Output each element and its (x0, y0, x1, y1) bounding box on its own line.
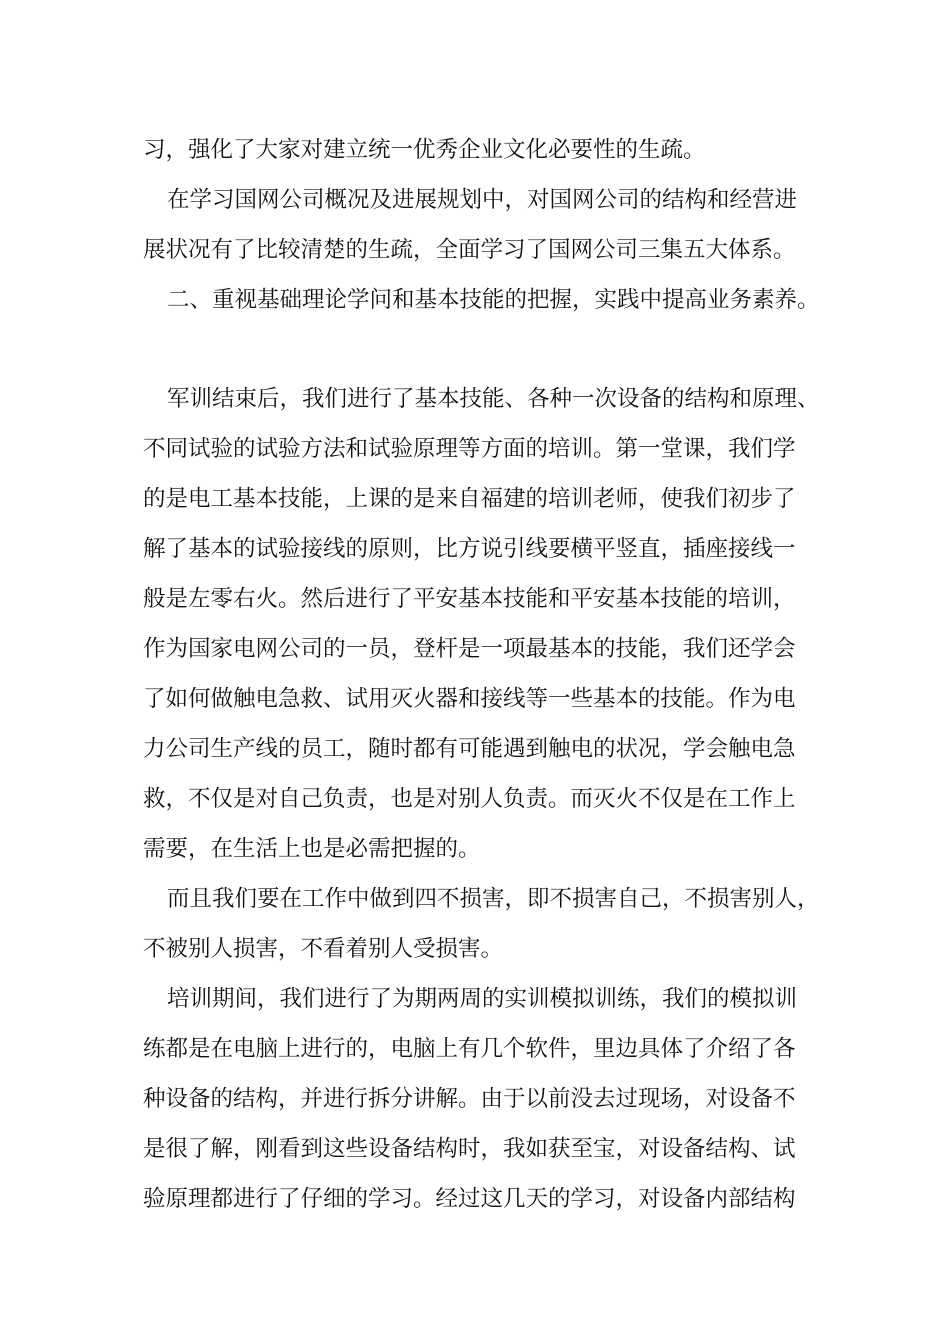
text-line: 解了基本的试验接线的原则，比方说引线要横平竖直，插座接线一 (143, 536, 796, 562)
text-line: 不同试验的试验方法和试验原理等方面的培训。第一堂课，我们学 (143, 436, 796, 462)
text-line: 不被别人损害，不看着别人受损害。 (143, 936, 504, 962)
paragraph-start-line: 而且我们要在工作中做到四不损害，即不损害自己，不损害别人， (167, 886, 820, 912)
text-line: 了如何做触电急救、试用灭火器和接线等一些基本的技能。作为电 (143, 686, 796, 712)
text-line: 的是电工基本技能，上课的是来自福建的培训老师，使我们初步了 (143, 486, 796, 512)
text-line: 作为国家电网公司的一员，登杆是一项最基本的技能，我们还学会 (143, 636, 796, 662)
paragraph-start-line: 在学习国网公司概况及进展规划中，对国网公司的结构和经营进 (167, 187, 798, 213)
text-line: 验原理都进行了仔细的学习。经过这几天的学习，对设备内部结构 (143, 1186, 796, 1212)
text-line: 般是左零右火。然后进行了平安基本技能和平安基本技能的培训， (143, 586, 796, 612)
text-line: 展状况有了比较清楚的生疏，全面学习了国网公司三集五大体系。 (143, 237, 796, 263)
paragraph-start-line: 培训期间，我们进行了为期两周的实训模拟训练，我们的模拟训 (167, 986, 798, 1012)
text-line: 需要，在生活上也是必需把握的。 (143, 836, 481, 862)
text-line: 力公司生产线的员工，随时都有可能遇到触电的状况，学会触电急 (143, 736, 796, 762)
text-line: 是很了解，刚看到这些设备结构时，我如获至宝，对设备结构、试 (143, 1136, 796, 1162)
text-line: 种设备的结构，并进行拆分讲解。由于以前没去过现场，对设备不 (143, 1086, 796, 1112)
text-line: 救，不仅是对自己负责，也是对别人负责。而灭火不仅是在工作上 (143, 786, 796, 812)
paragraph-start-line: 军训结束后，我们进行了基本技能、各种一次设备的结构和原理、 (167, 386, 820, 412)
text-line: 练都是在电脑上进行的，电脑上有几个软件，里边具体了介绍了各 (143, 1036, 796, 1062)
text-line: 习，强化了大家对建立统一优秀企业文化必要性的生疏。 (143, 137, 706, 163)
section-heading: 二、重视基础理论学问和基本技能的把握，实践中提高业务素养。 (167, 287, 820, 313)
